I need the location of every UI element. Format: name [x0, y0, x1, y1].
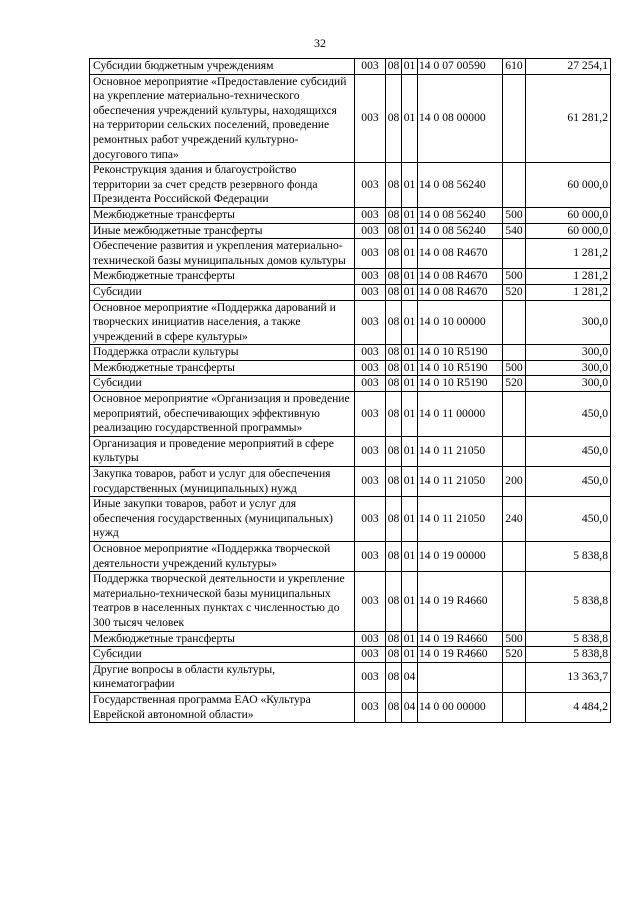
subsection-code-cell: 01 — [402, 300, 418, 345]
section-code-cell: 08 — [386, 74, 402, 163]
row-name-cell: Другие вопросы в области культуры, кинематографии — [90, 662, 355, 692]
subsection-code-cell: 01 — [402, 436, 418, 466]
section-code-cell: 08 — [386, 647, 402, 663]
subsection-code-cell: 01 — [402, 163, 418, 208]
row-name-cell: Государственная программа ЕАО «Культура Еврейской автономной области» — [90, 692, 355, 722]
target-article-cell: 14 0 11 21050 — [418, 467, 503, 497]
table-row — [90, 497, 611, 542]
expense-type-cell — [503, 74, 526, 163]
expense-type-cell: 520 — [503, 647, 526, 663]
target-article-cell: 14 0 19 R4660 — [418, 647, 503, 663]
table-row — [90, 692, 611, 722]
subsection-code-cell: 01 — [402, 360, 418, 376]
target-article-cell: 14 0 07 00590 — [418, 59, 503, 75]
admin-code-cell: 003 — [355, 692, 386, 722]
table-row — [90, 300, 611, 345]
row-name-cell: Реконструкция здания и благоустройство территории за счет средств резервного фонда Президента Российской Федерации — [90, 163, 355, 208]
admin-code-cell: 003 — [355, 223, 386, 239]
section-code-cell: 08 — [386, 392, 402, 437]
section-code-cell: 08 — [386, 692, 402, 722]
subsection-code-cell: 01 — [402, 497, 418, 542]
row-name-cell: Иные межбюджетные трансферты — [90, 223, 355, 239]
table-row — [90, 631, 611, 647]
row-name-cell: Основное мероприятие «Предоставление субсидий на укрепление материально-технического обеспечения учреждений культуры, находящихся на территории сельских поселений, проведение ремонтных работ учреждений культурно-досугового типа» — [90, 74, 355, 163]
admin-code-cell: 003 — [355, 662, 386, 692]
admin-code-cell: 003 — [355, 572, 386, 631]
admin-code-cell: 003 — [355, 284, 386, 300]
table-row — [90, 223, 611, 239]
expense-type-cell: 540 — [503, 223, 526, 239]
amount-cell: 1 281,2 — [526, 284, 611, 300]
admin-code-cell: 003 — [355, 207, 386, 223]
expense-type-cell: 520 — [503, 284, 526, 300]
subsection-code-cell: 01 — [402, 467, 418, 497]
target-article-cell: 14 0 10 R5190 — [418, 360, 503, 376]
amount-cell: 1 281,2 — [526, 239, 611, 269]
subsection-code-cell: 01 — [402, 631, 418, 647]
subsection-code-cell: 01 — [402, 239, 418, 269]
table-row — [90, 284, 611, 300]
expense-type-cell — [503, 392, 526, 437]
row-name-cell: Межбюджетные трансферты — [90, 269, 355, 285]
target-article-cell: 14 0 00 00000 — [418, 692, 503, 722]
section-code-cell: 08 — [386, 572, 402, 631]
target-article-cell: 14 0 11 00000 — [418, 392, 503, 437]
section-code-cell: 08 — [386, 269, 402, 285]
table-row — [90, 542, 611, 572]
amount-cell: 60 000,0 — [526, 163, 611, 208]
row-name-cell: Межбюджетные трансферты — [90, 631, 355, 647]
section-code-cell: 08 — [386, 631, 402, 647]
row-name-cell: Поддержка отрасли культуры — [90, 345, 355, 361]
table-row — [90, 467, 611, 497]
table-row — [90, 436, 611, 466]
target-article-cell — [418, 662, 503, 692]
table-row — [90, 207, 611, 223]
amount-cell: 450,0 — [526, 467, 611, 497]
amount-cell: 1 281,2 — [526, 269, 611, 285]
subsection-code-cell: 01 — [402, 207, 418, 223]
admin-code-cell: 003 — [355, 631, 386, 647]
admin-code-cell: 003 — [355, 392, 386, 437]
row-name-cell: Межбюджетные трансферты — [90, 207, 355, 223]
admin-code-cell: 003 — [355, 497, 386, 542]
expense-type-cell: 500 — [503, 631, 526, 647]
admin-code-cell: 003 — [355, 436, 386, 466]
section-code-cell: 08 — [386, 59, 402, 75]
target-article-cell: 14 0 10 R5190 — [418, 376, 503, 392]
budget-table — [89, 58, 611, 723]
table-row — [90, 239, 611, 269]
subsection-code-cell: 01 — [402, 74, 418, 163]
amount-cell: 27 254,1 — [526, 59, 611, 75]
row-name-cell: Обеспечение развития и укрепления материально-технической базы муниципальных домов культуры — [90, 239, 355, 269]
table-row — [90, 572, 611, 631]
row-name-cell: Субсидии бюджетным учреждениям — [90, 59, 355, 75]
admin-code-cell: 003 — [355, 467, 386, 497]
row-name-cell: Закупка товаров, работ и услуг для обеспечения государственных (муниципальных) нужд — [90, 467, 355, 497]
expense-type-cell: 500 — [503, 360, 526, 376]
expense-type-cell: 240 — [503, 497, 526, 542]
target-article-cell: 14 0 08 56240 — [418, 223, 503, 239]
table-row — [90, 74, 611, 163]
expense-type-cell — [503, 345, 526, 361]
expense-type-cell — [503, 662, 526, 692]
amount-cell: 450,0 — [526, 497, 611, 542]
subsection-code-cell: 01 — [402, 572, 418, 631]
row-name-cell: Основное мероприятие «Поддержка дарований и творческих инициатив населения, а также учреждений в сфере культуры» — [90, 300, 355, 345]
expense-type-cell: 520 — [503, 376, 526, 392]
budget-table-body — [90, 59, 611, 723]
expense-type-cell: 200 — [503, 467, 526, 497]
table-row — [90, 360, 611, 376]
amount-cell: 300,0 — [526, 300, 611, 345]
subsection-code-cell: 01 — [402, 284, 418, 300]
target-article-cell: 14 0 08 56240 — [418, 163, 503, 208]
subsection-code-cell: 01 — [402, 345, 418, 361]
admin-code-cell: 003 — [355, 163, 386, 208]
amount-cell: 5 838,8 — [526, 572, 611, 631]
admin-code-cell: 003 — [355, 647, 386, 663]
admin-code-cell: 003 — [355, 345, 386, 361]
expense-type-cell — [503, 300, 526, 345]
amount-cell: 60 000,0 — [526, 223, 611, 239]
admin-code-cell: 003 — [355, 542, 386, 572]
target-article-cell: 14 0 19 R4660 — [418, 631, 503, 647]
table-row — [90, 163, 611, 208]
section-code-cell: 08 — [386, 497, 402, 542]
expense-type-cell — [503, 239, 526, 269]
amount-cell: 60 000,0 — [526, 207, 611, 223]
subsection-code-cell: 04 — [402, 662, 418, 692]
subsection-code-cell: 01 — [402, 269, 418, 285]
row-name-cell: Субсидии — [90, 284, 355, 300]
amount-cell: 300,0 — [526, 376, 611, 392]
row-name-cell: Поддержка творческой деятельности и укрепление материально-технической базы муниципальных театров в населенных пунктах с численностью до 300 тысяч человек — [90, 572, 355, 631]
section-code-cell: 08 — [386, 662, 402, 692]
admin-code-cell: 003 — [355, 239, 386, 269]
target-article-cell: 14 0 08 00000 — [418, 74, 503, 163]
subsection-code-cell: 01 — [402, 376, 418, 392]
expense-type-cell — [503, 436, 526, 466]
target-article-cell: 14 0 10 R5190 — [418, 345, 503, 361]
table-row — [90, 345, 611, 361]
section-code-cell: 08 — [386, 345, 402, 361]
amount-cell: 61 281,2 — [526, 74, 611, 163]
table-row — [90, 647, 611, 663]
section-code-cell: 08 — [386, 360, 402, 376]
admin-code-cell: 003 — [355, 376, 386, 392]
section-code-cell: 08 — [386, 223, 402, 239]
target-article-cell: 14 0 11 21050 — [418, 436, 503, 466]
expense-type-cell: 500 — [503, 207, 526, 223]
target-article-cell: 14 0 08 56240 — [418, 207, 503, 223]
expense-type-cell — [503, 163, 526, 208]
row-name-cell: Основное мероприятие «Организация и проведение мероприятий, обеспечивающих эффективную реализацию государственной программы» — [90, 392, 355, 437]
table-row — [90, 59, 611, 75]
subsection-code-cell: 01 — [402, 542, 418, 572]
subsection-code-cell: 01 — [402, 223, 418, 239]
admin-code-cell: 003 — [355, 59, 386, 75]
subsection-code-cell: 04 — [402, 692, 418, 722]
expense-type-cell — [503, 542, 526, 572]
amount-cell: 450,0 — [526, 436, 611, 466]
amount-cell: 5 838,8 — [526, 631, 611, 647]
section-code-cell: 08 — [386, 239, 402, 269]
section-code-cell: 08 — [386, 436, 402, 466]
section-code-cell: 08 — [386, 467, 402, 497]
target-article-cell: 14 0 08 R4670 — [418, 239, 503, 269]
amount-cell: 13 363,7 — [526, 662, 611, 692]
expense-type-cell: 500 — [503, 269, 526, 285]
subsection-code-cell: 01 — [402, 392, 418, 437]
target-article-cell: 14 0 08 R4670 — [418, 284, 503, 300]
expense-type-cell — [503, 572, 526, 631]
row-name-cell: Основное мероприятие «Поддержка творческой деятельности учреждений культуры» — [90, 542, 355, 572]
table-row — [90, 392, 611, 437]
row-name-cell: Организация и проведение мероприятий в сфере культуры — [90, 436, 355, 466]
target-article-cell: 14 0 19 R4660 — [418, 572, 503, 631]
admin-code-cell: 003 — [355, 269, 386, 285]
row-name-cell: Межбюджетные трансферты — [90, 360, 355, 376]
target-article-cell: 14 0 08 R4670 — [418, 269, 503, 285]
subsection-code-cell: 01 — [402, 59, 418, 75]
section-code-cell: 08 — [386, 284, 402, 300]
amount-cell: 450,0 — [526, 392, 611, 437]
amount-cell: 4 484,2 — [526, 692, 611, 722]
target-article-cell: 14 0 19 00000 — [418, 542, 503, 572]
row-name-cell: Субсидии — [90, 376, 355, 392]
expense-type-cell — [503, 692, 526, 722]
target-article-cell: 14 0 11 21050 — [418, 497, 503, 542]
target-article-cell: 14 0 10 00000 — [418, 300, 503, 345]
table-row — [90, 269, 611, 285]
row-name-cell: Иные закупки товаров, работ и услуг для обеспечения государственных (муниципальных) нужд — [90, 497, 355, 542]
table-row — [90, 376, 611, 392]
row-name-cell: Субсидии — [90, 647, 355, 663]
section-code-cell: 08 — [386, 207, 402, 223]
subsection-code-cell: 01 — [402, 647, 418, 663]
amount-cell: 300,0 — [526, 345, 611, 361]
amount-cell: 5 838,8 — [526, 542, 611, 572]
expense-type-cell: 610 — [503, 59, 526, 75]
section-code-cell: 08 — [386, 542, 402, 572]
section-code-cell: 08 — [386, 300, 402, 345]
amount-cell: 5 838,8 — [526, 647, 611, 663]
page-number: 32 — [314, 36, 326, 50]
section-code-cell: 08 — [386, 376, 402, 392]
section-code-cell: 08 — [386, 163, 402, 208]
admin-code-cell: 003 — [355, 300, 386, 345]
table-row — [90, 662, 611, 692]
admin-code-cell: 003 — [355, 360, 386, 376]
amount-cell: 300,0 — [526, 360, 611, 376]
admin-code-cell: 003 — [355, 74, 386, 163]
